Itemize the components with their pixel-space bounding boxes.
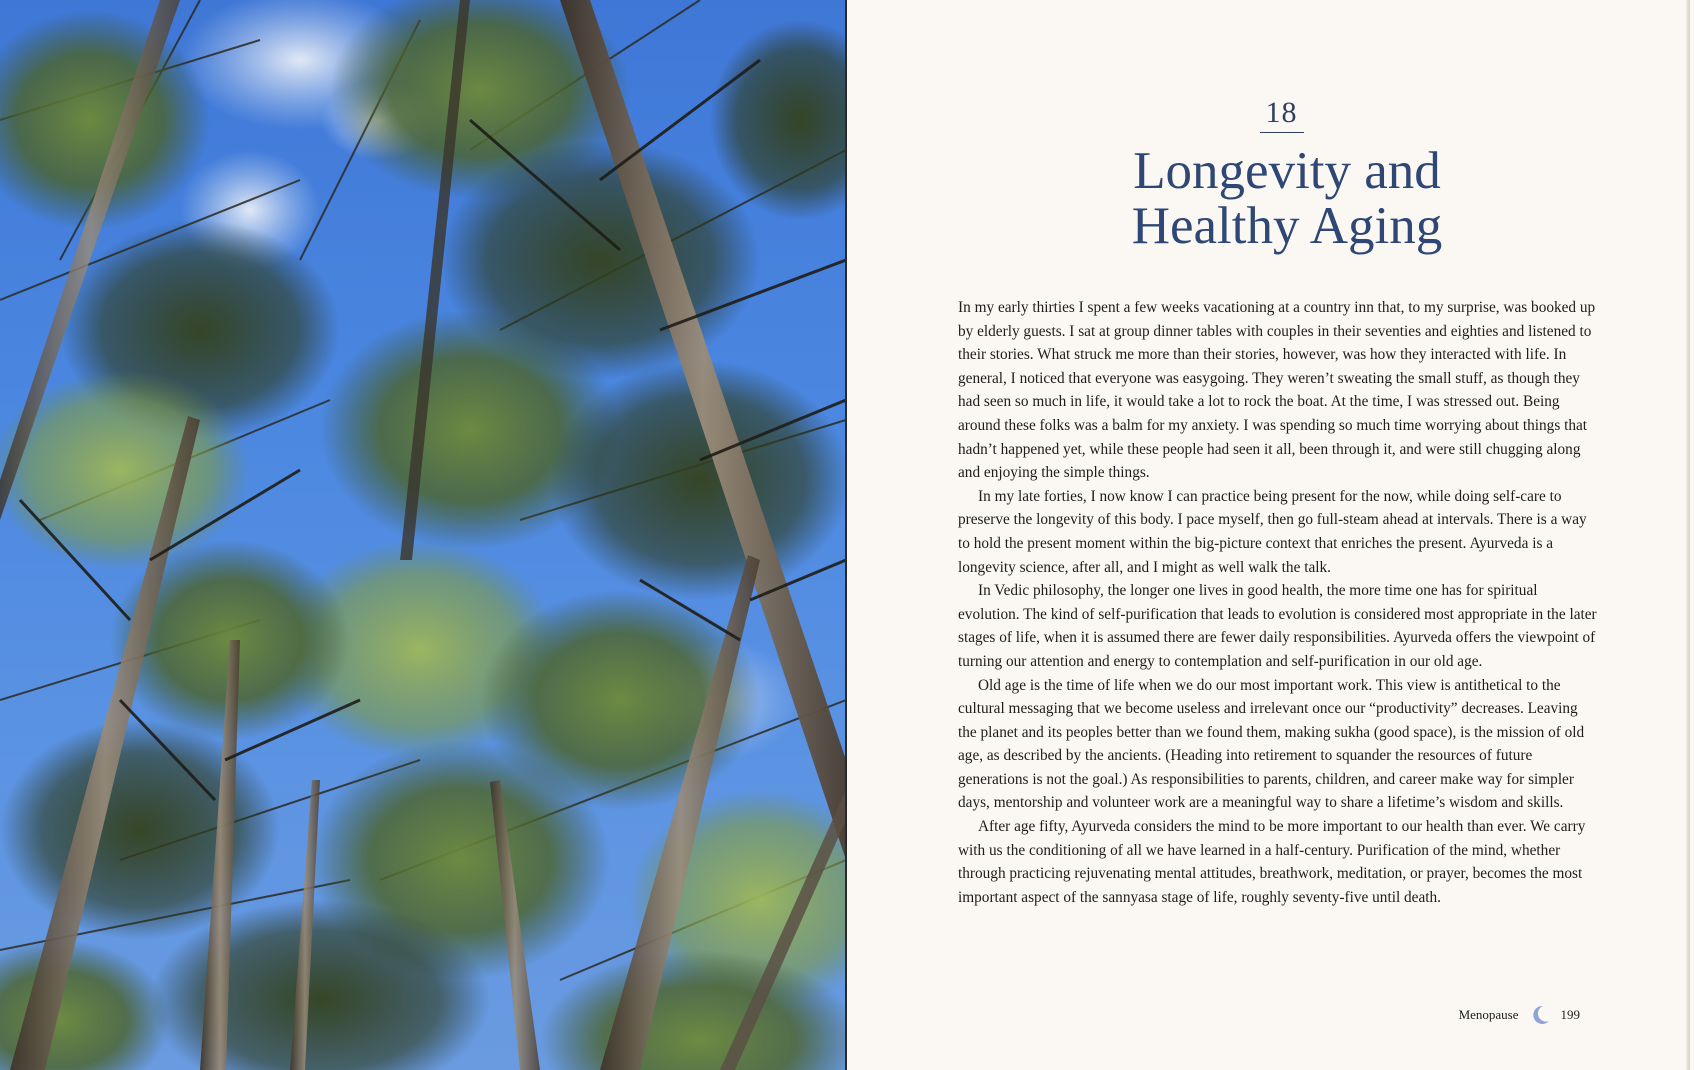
- forest-canopy-photo: [0, 0, 846, 1070]
- paragraph: After age fifty, Ayurveda considers the mind to be more important to our health than ever. We carry with us the conditioning of all we have learned in a half-century. Purification of the mind, whether through practicing rejuvenating mental attitudes, breathwork, meditation, or prayer, becomes the most important aspect of the sannyasa stage of life, roughly seventy-five until death.: [958, 818, 1586, 906]
- crescent-moon-icon: [1529, 1004, 1551, 1026]
- chapter-title: [987, 144, 1587, 254]
- forest-canopy-illustration: [0, 0, 846, 1070]
- paragraph: In my late forties, I now know I can practice being present for the now, while doing self-care to preserve the longevity of this body. I pace myself, then go full-steam ahead at intervals. There is a way to hold the present moment within the big-picture context that enriches the present. Ayurveda is a longevity science, after all, and I might as well walk the talk.: [958, 487, 1587, 576]
- chapter-number-label: 18: [1260, 96, 1304, 133]
- chapter-number: [847, 96, 1690, 133]
- paragraph: In Vedic philosophy, the longer one lives in good health, the more time one has for spiritual evolution. The kind of self-purification that leads to evolution is considered most appropriate in the later stages of life, when it is assumed there are fewer daily responsibilities. Ayurveda offers the viewpoint of turning our attention and energy to contemplation and self-purification in our old age.: [958, 582, 1597, 670]
- page-edge: [1686, 0, 1690, 1070]
- running-footer-section: Menopause: [1458, 1007, 1519, 1022]
- page-footer: [1459, 1004, 1580, 1026]
- chapter-body: [958, 296, 1598, 909]
- paragraph: In my early thirties I spent a few weeks vacationing at a country inn that, to my surprise, was booked up by elderly guests. I sat at group dinner tables with couples in their seventies and eighties and listened to their stories. What struck me more than their stories, however, was how they interacted with life. In general, I noticed that everyone was easygoing. They weren’t sweating the small stuff, as though they had seen so much in life, it would take a lot to rock the boat. At the time, I was stressed out. Being around these folks was a balm for my anxiety. I was spending so much time worrying about things that hadn’t happened yet, while these people had seen it all, been through it, and were still chugging along and enjoying the simple things.: [958, 299, 1596, 482]
- page-number: 199: [1560, 1007, 1580, 1022]
- chapter-title-line-2: Healthy Aging: [1131, 197, 1443, 255]
- paragraph: Old age is the time of life when we do our most important work. This view is antithetical to the cultural messaging that we become useless and irrelevant once our “productivity” decreases. Leaving the planet and its peoples better than we found them, making sukha (good space), is the mission of old age, as described by the ancients. (Heading into retirement to squander the resources of future generations is not the goal.) As responsibilities to parents, children, and career make way for simpler days, mentorship and volunteer work are a meaningful way to share a lifetime’s wisdom and skills.: [958, 676, 1585, 812]
- chapter-title-line-1: Longevity and: [1133, 142, 1441, 200]
- text-page: [847, 0, 1690, 1070]
